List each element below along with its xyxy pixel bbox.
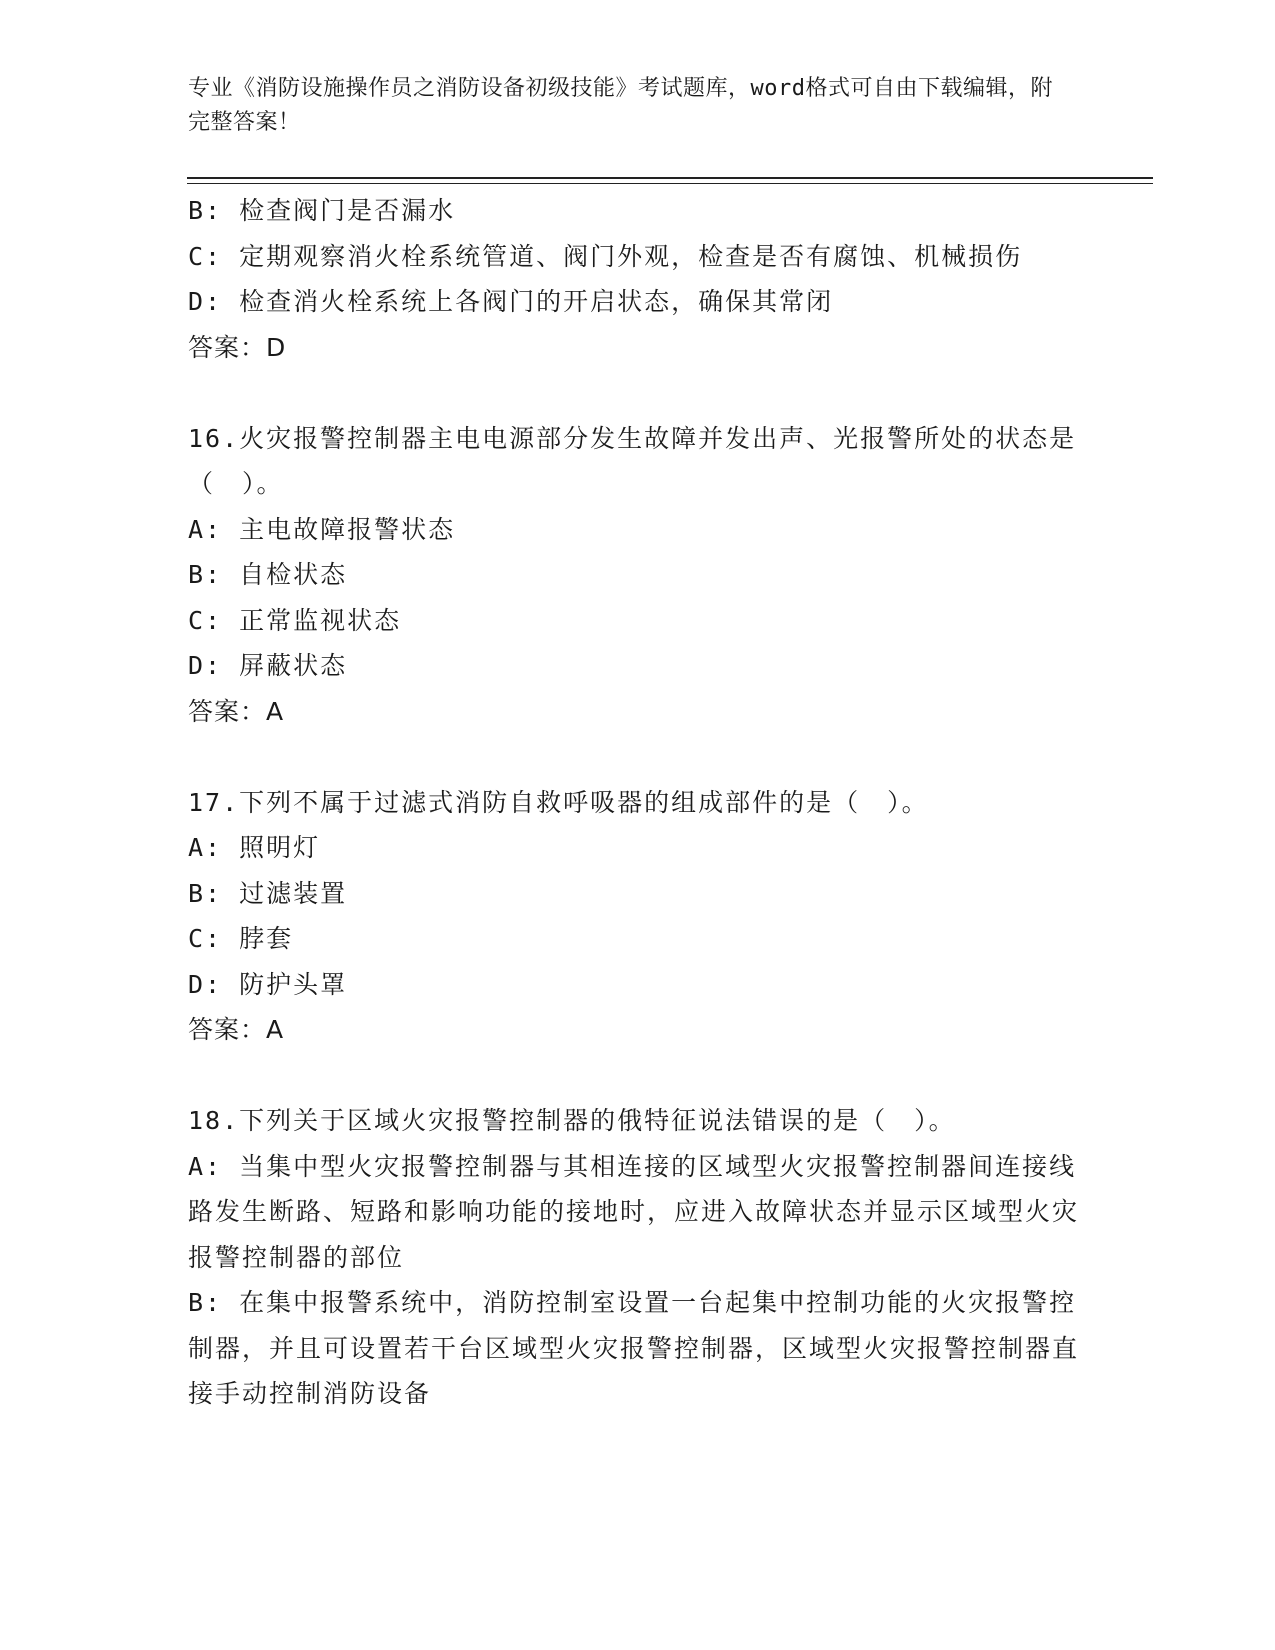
answer-line: 答案：D <box>188 332 287 362</box>
spacer <box>188 734 1088 780</box>
answer-line: 答案：A <box>188 1015 285 1044</box>
question-stem: 18.下列关于区域火灾报警控制器的俄特征说法错误的是（ ）。 <box>188 1106 956 1135</box>
question-stem: 16.火灾报警控制器主电电源部分发生故障并发出声、光报警所处的状态是（ ）。 <box>188 423 1077 498</box>
option-c: C: 正常监视状态 <box>188 605 402 635</box>
option-c: C: 定期观察消火栓系统管道、阀门外观，检查是否有腐蚀、机械损伤 <box>188 241 1023 271</box>
question-16 <box>188 416 1088 735</box>
option-d: D: 屏蔽状态 <box>188 651 348 680</box>
option-b: B: 检查阀门是否漏水 <box>188 196 456 225</box>
option-b: B: 过滤装置 <box>188 878 348 908</box>
answer-line: 答案：A <box>188 696 285 726</box>
option-a: A: 照明灯 <box>188 833 321 862</box>
question-15-tail <box>188 188 1088 370</box>
option-b: B: 自检状态 <box>188 560 348 589</box>
spacer <box>188 1053 1088 1099</box>
header-rule-bottom <box>187 183 1153 184</box>
option-c: C: 脖套 <box>188 924 294 953</box>
question-18 <box>188 1098 1088 1417</box>
header-rule-top <box>187 177 1153 179</box>
question-content <box>188 188 1088 1417</box>
question-17 <box>188 780 1088 1053</box>
option-a: A: 当集中型火灾报警控制器与其相连接的区域型火灾报警控制器间连接线路发生断路、短路和影响功能的接地时，应进入故障状态并显示区域型火灾报警控制器的部位 <box>188 1151 1080 1272</box>
option-d: D: 检查消火栓系统上各阀门的开启状态，确保其常闭 <box>188 287 834 316</box>
option-d: D: 防护头罩 <box>188 969 348 999</box>
spacer <box>188 370 1088 416</box>
option-b: B: 在集中报警系统中，消防控制室设置一台起集中控制功能的火灾报警控制器，并且可设置若干台区域型火灾报警控制器，区域型火灾报警控制器直接手动控制消防设备 <box>188 1288 1080 1408</box>
option-a: A: 主电故障报警状态 <box>188 514 456 544</box>
question-stem: 17.下列不属于过滤式消防自救呼吸器的组成部件的是（ ）。 <box>188 787 929 817</box>
document-header: 专业《消防设施操作员之消防设备初级技能》考试题库，word格式可自由下载编辑，附完整答案！ <box>188 76 1053 135</box>
